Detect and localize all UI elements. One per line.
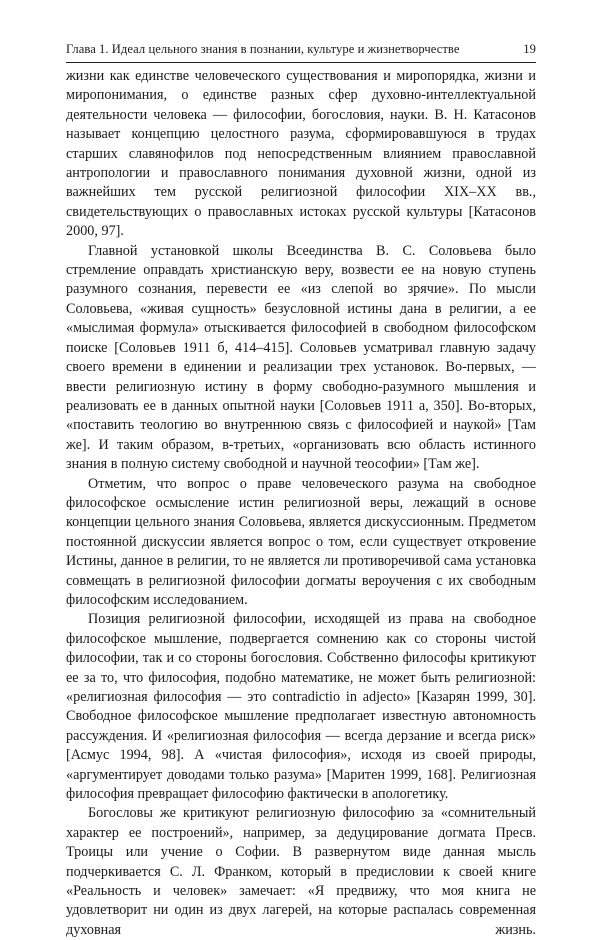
header-rule [66, 62, 536, 63]
paragraph-discussion: Отметим, что вопрос о праве человеческого разума на свободное философское осмысление истин религиозной веры, лежащий в основе концепции цельного знания Соловьева, является дискуссионным. Предметом постоянной дискуссии является вопрос о том, если существует откровение Истины, данное в религии, то не является ли противоречивой сама установка совмещать в религиозной философии догматы вероучения с их свободным философским исследованием. [66, 475, 536, 608]
paragraph-theologians: Богословы же критикуют религиозную философию за «сомнительный характер ее построений», например, за дедуцирование догмата Пресв. Троицы или учение о Софии. В развернутом виде данная мысль подчеркивается С. Л. Франком, который в предисловии к своей книге «Реальность и человек» замечает: «Я предвижу, что моя книга не удовлетворит ни один из двух лагерей, на которые распалась современная духовная жизнь. [66, 805, 536, 938]
body-text [66, 67, 536, 940]
paragraph-solovyov-unity: Главной установкой школы Всеединства В. С. Соловьева было стремление оправдать христианскую веру, возвести ее на новую ступень разумного сознания, перевести ее «из слепой во зрячие». По мысли Соловьева, «живая сущность» безусловной истины дана в религии, а ее «мыслимая формула» отыскивается философией в свободном философском поиске [Соловьев 1911 б, 414–415]. Соловьев усматривал главную задачу своего времени в единении и реализации трех установок. Во-первых, — ввести религиозную истину в форму свободно-разумного мышления и реализовать ее в данных опытной науки [Соловьев 1911 а, 350]. Во-вторых, «поставить теологию во внутреннюю связь с философией и наукой» [Там же]. И таким образом, в-третьих, «организовать всю область истинного знания в полную систему свободной и научной теософии» [Там же]. [66, 242, 536, 473]
page-number: 19 [523, 42, 536, 56]
chapter-title: Глава 1. Идеал цельного знания в познании, культуре и жизнетворчестве [66, 42, 460, 56]
paragraph-continuation: жизни как единстве человеческого существования и миропорядка, жизни и миропонимания, о единстве разных сфер духовно-интеллектуальной деятельности человека — философии, богословия, науки. В. Н. Катасонов называет концепцию целостного разума, сформировавшуюся в трудах старших славянофилов под непосредственным влиянием православной антропологии и православного понимания духовной жизни, одной из важнейших тем русской религиозной философии XIX–XX вв., свидетельствующих о православных истоках русской культуры [Катасонов 2000, 97]. [66, 68, 536, 240]
running-head [66, 42, 536, 57]
paragraph-religious-philosophy: Позиция религиозной философии, исходящей из права на свободное философское мышление, подвергается сомнению как со стороны чистой философии, так и со стороны богословия. Собственно философы критикуют ее за то, что философия, подобно математике, не может быть религиозной: «религиозная философия — это contradictio in adjecto» [Казарян 1999, 30]. Свободное философское мышление предполагает известную автономность рассуждения. И «религиозная философия — всегда дерзание и всегда риск» [Асмус 1994, 98]. А «чистая философия», исходя из своей природы, «аргументирует доводами только разума» [Маритен 1999, 168]. Религиозная философия превращает философию фактически в апологетику. [66, 611, 536, 803]
